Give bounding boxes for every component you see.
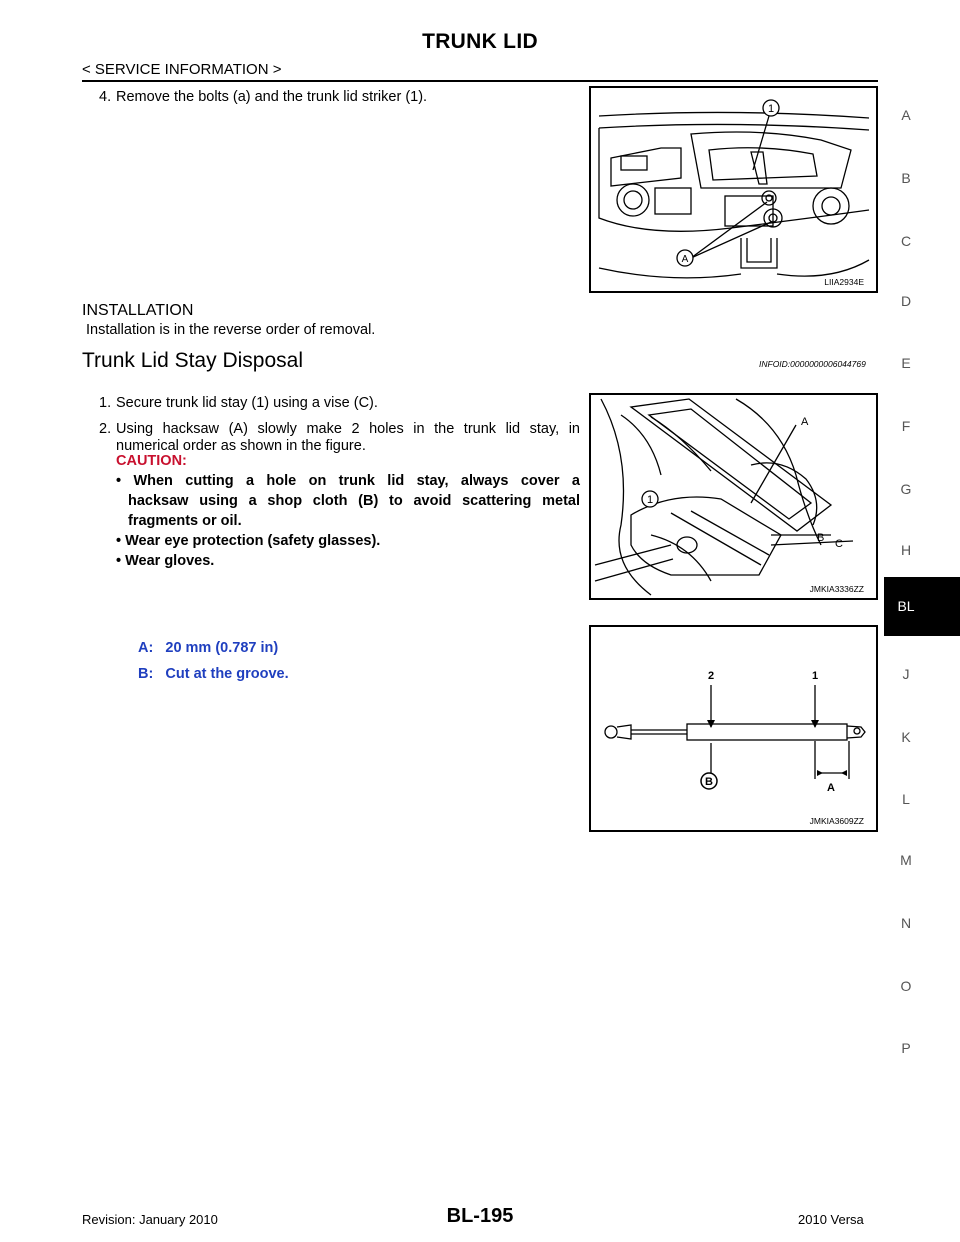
label-1: 1 (812, 670, 819, 682)
section-index-nav (884, 0, 960, 1242)
nav-letter-j[interactable]: J (902, 666, 910, 682)
nav-letter-e[interactable]: E (901, 355, 911, 371)
nav-letter-h[interactable]: H (900, 542, 912, 558)
nav-letter-p[interactable]: P (901, 1040, 911, 1056)
callout-a: A (681, 254, 689, 265)
figure-id: LIIA2934E (824, 277, 864, 287)
section-heading-installation: INSTALLATION (82, 302, 194, 319)
label-2: 2 (708, 670, 715, 682)
nav-letter-b[interactable]: B (901, 170, 911, 186)
caution-title: CAUTION: (116, 453, 187, 469)
nav-active-section[interactable] (884, 577, 960, 636)
section-title-disposal: Trunk Lid Stay Disposal (82, 349, 303, 372)
caution-item: • Wear gloves. (116, 553, 215, 569)
nav-letter-d[interactable]: D (900, 293, 912, 309)
step-text: numerical order as shown in the figure. (116, 438, 366, 454)
caution-item: fragments or oil. (128, 513, 242, 529)
label-b: B (705, 776, 713, 788)
nav-letter-n[interactable]: N (900, 915, 912, 931)
step-text: Remove the bolts (a) and the trunk lid striker (1). (116, 89, 428, 105)
nav-letter-f[interactable]: F (901, 418, 911, 434)
nav-letter-m[interactable]: M (900, 852, 912, 868)
nav-letter-o[interactable]: O (900, 978, 912, 994)
page-title: TRUNK LID (422, 30, 538, 53)
section-breadcrumb: < SERVICE INFORMATION > (82, 61, 282, 78)
header-divider (82, 80, 878, 82)
step-number: 4. (99, 89, 112, 105)
callout-c: C (835, 538, 843, 550)
nav-letter-l[interactable]: L (902, 791, 910, 807)
step-number: 2. (99, 421, 112, 437)
hacksaw-illustration (591, 395, 876, 598)
legend-item: A: 20 mm (0.787 in) (138, 640, 279, 656)
legend-item: B: Cut at the groove. (138, 666, 289, 682)
nav-active-label: BL (897, 598, 915, 614)
caution-item: hacksaw using a shop cloth (B) to avoid scattering metal (128, 493, 580, 509)
striker-illustration (591, 88, 876, 291)
step-number: 1. (99, 395, 112, 411)
callout-1: 1 (767, 103, 775, 115)
figure-trunk-lid-striker (589, 86, 878, 293)
nav-letter-g[interactable]: G (900, 481, 912, 497)
stay-illustration (591, 627, 876, 830)
callout-b: B (817, 532, 825, 544)
figure-hacksaw-cutting (589, 393, 878, 600)
page-number: BL-195 (446, 1205, 514, 1227)
installation-text: Installation is in the reverse order of removal. (86, 322, 376, 338)
figure-stay-dimensions (589, 625, 878, 832)
figure-id: JMKIA3336ZZ (809, 584, 864, 594)
footer-model: 2010 Versa (798, 1212, 864, 1227)
nav-letter-a[interactable]: A (901, 107, 911, 123)
label-a: A (827, 782, 835, 794)
callout-a: A (801, 416, 809, 428)
step-text: Using hacksaw (A) slowly make 2 holes in the trunk lid stay, in (116, 421, 580, 437)
footer-revision: Revision: January 2010 (82, 1212, 218, 1227)
figure-id: JMKIA3609ZZ (809, 816, 864, 826)
nav-letter-k[interactable]: K (901, 729, 911, 745)
info-id: INFOID:0000000006044769 (759, 359, 866, 369)
caution-item: • Wear eye protection (safety glasses). (116, 533, 381, 549)
step-text: Secure trunk lid stay (1) using a vise (C). (116, 395, 378, 411)
nav-letter-c[interactable]: C (900, 233, 912, 249)
callout-1: 1 (646, 494, 654, 506)
caution-item: • When cutting a hole on trunk lid stay, always cover a (116, 473, 580, 489)
